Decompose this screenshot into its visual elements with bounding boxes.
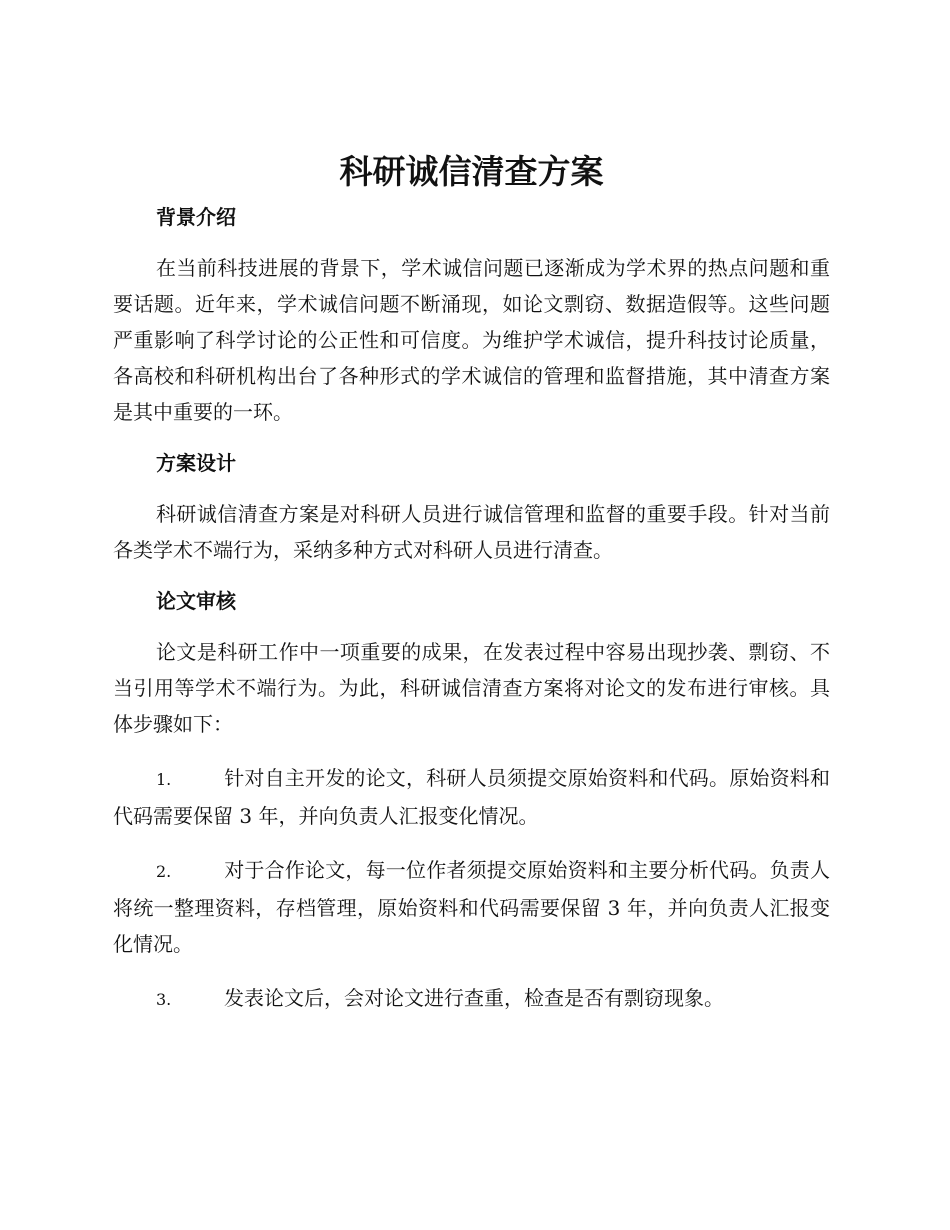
list-item-number: 1. bbox=[156, 770, 172, 789]
list-item bbox=[113, 852, 830, 962]
list-item-text: 针对自主开发的论文，科研人员须提交原始资料和代码。原始资料和代码需要保留 3 年，并向负责人汇报变化情况。 bbox=[113, 766, 830, 828]
document-title: 科研诚信清查方案 bbox=[339, 152, 604, 191]
review-paragraph: 论文是科研工作中一项重要的成果，在发表过程中容易出现抄袭、剽窃、不当引用等学术不端行为。为此，科研诚信清查方案将对论文的发布进行审核。具体步骤如下： bbox=[113, 640, 830, 736]
list-item bbox=[113, 980, 830, 1018]
document-page bbox=[113, 148, 830, 1036]
section-heading-review: 论文审核 bbox=[156, 589, 236, 613]
list-item-number: 3. bbox=[156, 990, 172, 1009]
list-item-text: 对于合作论文，每一位作者须提交原始资料和主要分析代码。负责人将统一整理资料，存档管理，原始资料和代码需要保留 3 年，并向负责人汇报变化情况。 bbox=[113, 858, 830, 956]
design-paragraph: 科研诚信清查方案是对科研人员进行诚信管理和监督的重要手段。针对当前各类学术不端行为，采纳多种方式对科研人员进行清查。 bbox=[113, 502, 830, 562]
background-paragraph: 在当前科技进展的背景下，学术诚信问题已逐渐成为学术界的热点问题和重要话题。近年来，学术诚信问题不断涌现，如论文剽窃、数据造假等。这些问题严重影响了科学讨论的公正性和可信度。为维护学术诚信，提升科技讨论质量，各高校和科研机构出台了各种形式的学术诚信的管理和监督措施，其中清查方案是其中重要的一环。 bbox=[113, 256, 830, 424]
section-heading-background: 背景介绍 bbox=[156, 205, 236, 229]
list-item bbox=[113, 760, 830, 834]
list-item-text: 发表论文后，会对论文进行查重，检查是否有剽窃现象。 bbox=[224, 986, 724, 1010]
section-heading-design: 方案设计 bbox=[156, 451, 236, 475]
list-item-number: 2. bbox=[156, 862, 172, 881]
